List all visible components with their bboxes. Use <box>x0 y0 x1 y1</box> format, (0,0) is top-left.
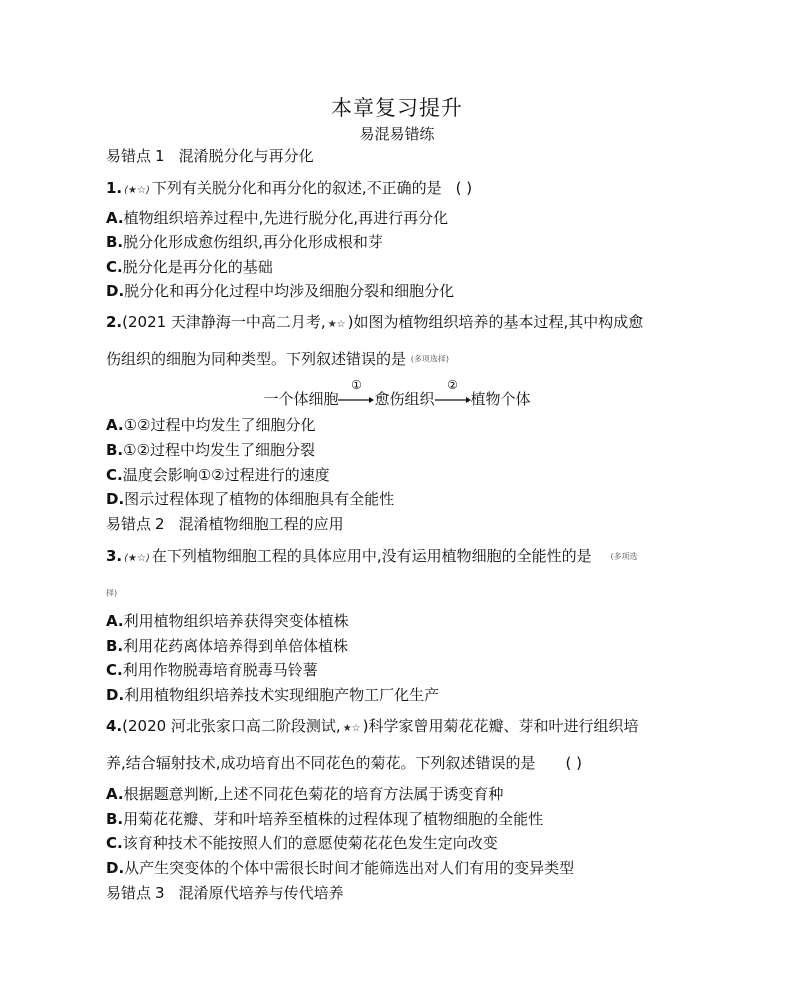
question-2-stem-line-2 <box>106 349 449 370</box>
question-3-option-d: D.利用植物组织培养技术实现细胞产物工厂化生产 <box>106 686 440 704</box>
question-text: 下列有关脱分化和再分化的叙述,不正确的是 <box>151 179 442 197</box>
question-text: 养,结合辐射技术,成功培育出不同花色的菊花。下列叙述错误的是 <box>106 754 536 772</box>
question-4-stem-line-2 <box>106 753 582 773</box>
question-2-option-d: D.图示过程体现了植物的体细胞具有全能性 <box>106 490 395 508</box>
difficulty-star-icon: (★☆) <box>124 553 150 564</box>
arrow-label-2: ② <box>447 377 458 392</box>
section-label: 易错点 <box>106 884 152 902</box>
question-3-option-b: B.利用花药离体培养得到单倍体植株 <box>106 637 349 655</box>
difficulty-star-icon: ★☆ <box>342 723 361 734</box>
question-note: (多项选 <box>610 551 638 561</box>
process-diagram <box>0 377 794 410</box>
section-number: 1 <box>155 147 165 165</box>
section-heading-2 <box>106 514 344 534</box>
question-text: )如图为植物组织培养的基本过程,其中构成愈 <box>347 313 644 331</box>
question-2-option-a: A.①②过程中均发生了细胞分化 <box>106 416 316 434</box>
question-2-option-b: B.①②过程中均发生了细胞分裂 <box>106 441 316 459</box>
question-number: 1. <box>106 179 123 197</box>
answer-blank: ( ) <box>565 754 583 772</box>
question-3-stem <box>106 546 638 569</box>
question-number: 4. <box>106 717 123 735</box>
question-text: )科学家曾用菊花花瓣、芽和叶进行组织培 <box>362 717 639 735</box>
section-heading-1 <box>106 146 314 166</box>
page-title: 本章复习提升 <box>331 96 463 120</box>
question-text: 在下列植物细胞工程的具体应用中,没有运用植物细胞的全能性的是 <box>151 547 592 565</box>
section-topic: 混淆原代培养与传代培养 <box>178 884 344 902</box>
section-label: 易错点 <box>106 147 152 165</box>
section-topic: 混淆植物细胞工程的应用 <box>178 515 344 533</box>
question-1-option-a: A.植物组织培养过程中,先进行脱分化,再进行再分化 <box>106 209 449 227</box>
arrow-right-icon <box>435 377 471 410</box>
section-number: 3 <box>155 884 165 902</box>
question-source: (2020 河北张家口高二阶段测试, <box>122 717 341 735</box>
question-3-note-continued: 择) <box>106 588 118 598</box>
question-text: 伤组织的细胞为同种类型。下列叙述错误的是 <box>106 350 407 368</box>
question-note: (多项选择) <box>410 354 450 364</box>
arrow-right-icon <box>338 377 374 410</box>
question-4-option-d: D.从产生突变体的个体中需很长时间才能筛选出对人们有用的变异类型 <box>106 859 575 877</box>
question-source: (2021 天津静海一中高二月考, <box>122 313 326 331</box>
question-1-option-b: B.脱分化形成愈伤组织,再分化形成根和芽 <box>106 233 383 251</box>
question-4-stem-line-1 <box>106 716 639 739</box>
question-4-option-c: C.该育种技术不能按照人们的意愿使菊花花色发生定向改变 <box>106 834 498 852</box>
question-3-option-a: A.利用植物组织培养获得突变体植株 <box>106 612 349 630</box>
diagram-node-cell: 一个体细胞 <box>263 390 339 408</box>
section-label: 易错点 <box>106 515 152 533</box>
difficulty-star-icon: (★☆) <box>124 185 150 196</box>
question-1-option-d: D.脱分化和再分化过程中均涉及细胞分裂和细胞分化 <box>106 282 455 300</box>
section-heading-3 <box>106 883 344 903</box>
question-3-option-c: C.利用作物脱毒培育脱毒马铃薯 <box>106 661 318 679</box>
question-4-option-a: A.根据题意判断,上述不同花色菊花的培育方法属于诱变育种 <box>106 785 504 803</box>
question-1-stem <box>106 178 472 201</box>
arrow-label-1: ① <box>351 377 362 392</box>
question-number: 2. <box>106 313 123 331</box>
answer-blank: ( ) <box>455 179 473 197</box>
question-4-option-b: B.用菊花花瓣、芽和叶培养至植株的过程体现了植物细胞的全能性 <box>106 810 544 828</box>
diagram-node-plant: 植物个体 <box>470 390 531 408</box>
page-subtitle: 易混易错练 <box>359 125 435 143</box>
diagram-node-callus: 愈伤组织 <box>374 390 435 408</box>
question-number: 3. <box>106 547 123 565</box>
section-topic: 混淆脱分化与再分化 <box>178 147 314 165</box>
section-number: 2 <box>155 515 165 533</box>
question-2-stem-line-1 <box>106 312 643 335</box>
question-1-option-c: C.脱分化是再分化的基础 <box>106 258 273 276</box>
question-2-option-c: C.温度会影响①②过程进行的速度 <box>106 466 330 484</box>
difficulty-star-icon: ★☆ <box>327 319 346 330</box>
